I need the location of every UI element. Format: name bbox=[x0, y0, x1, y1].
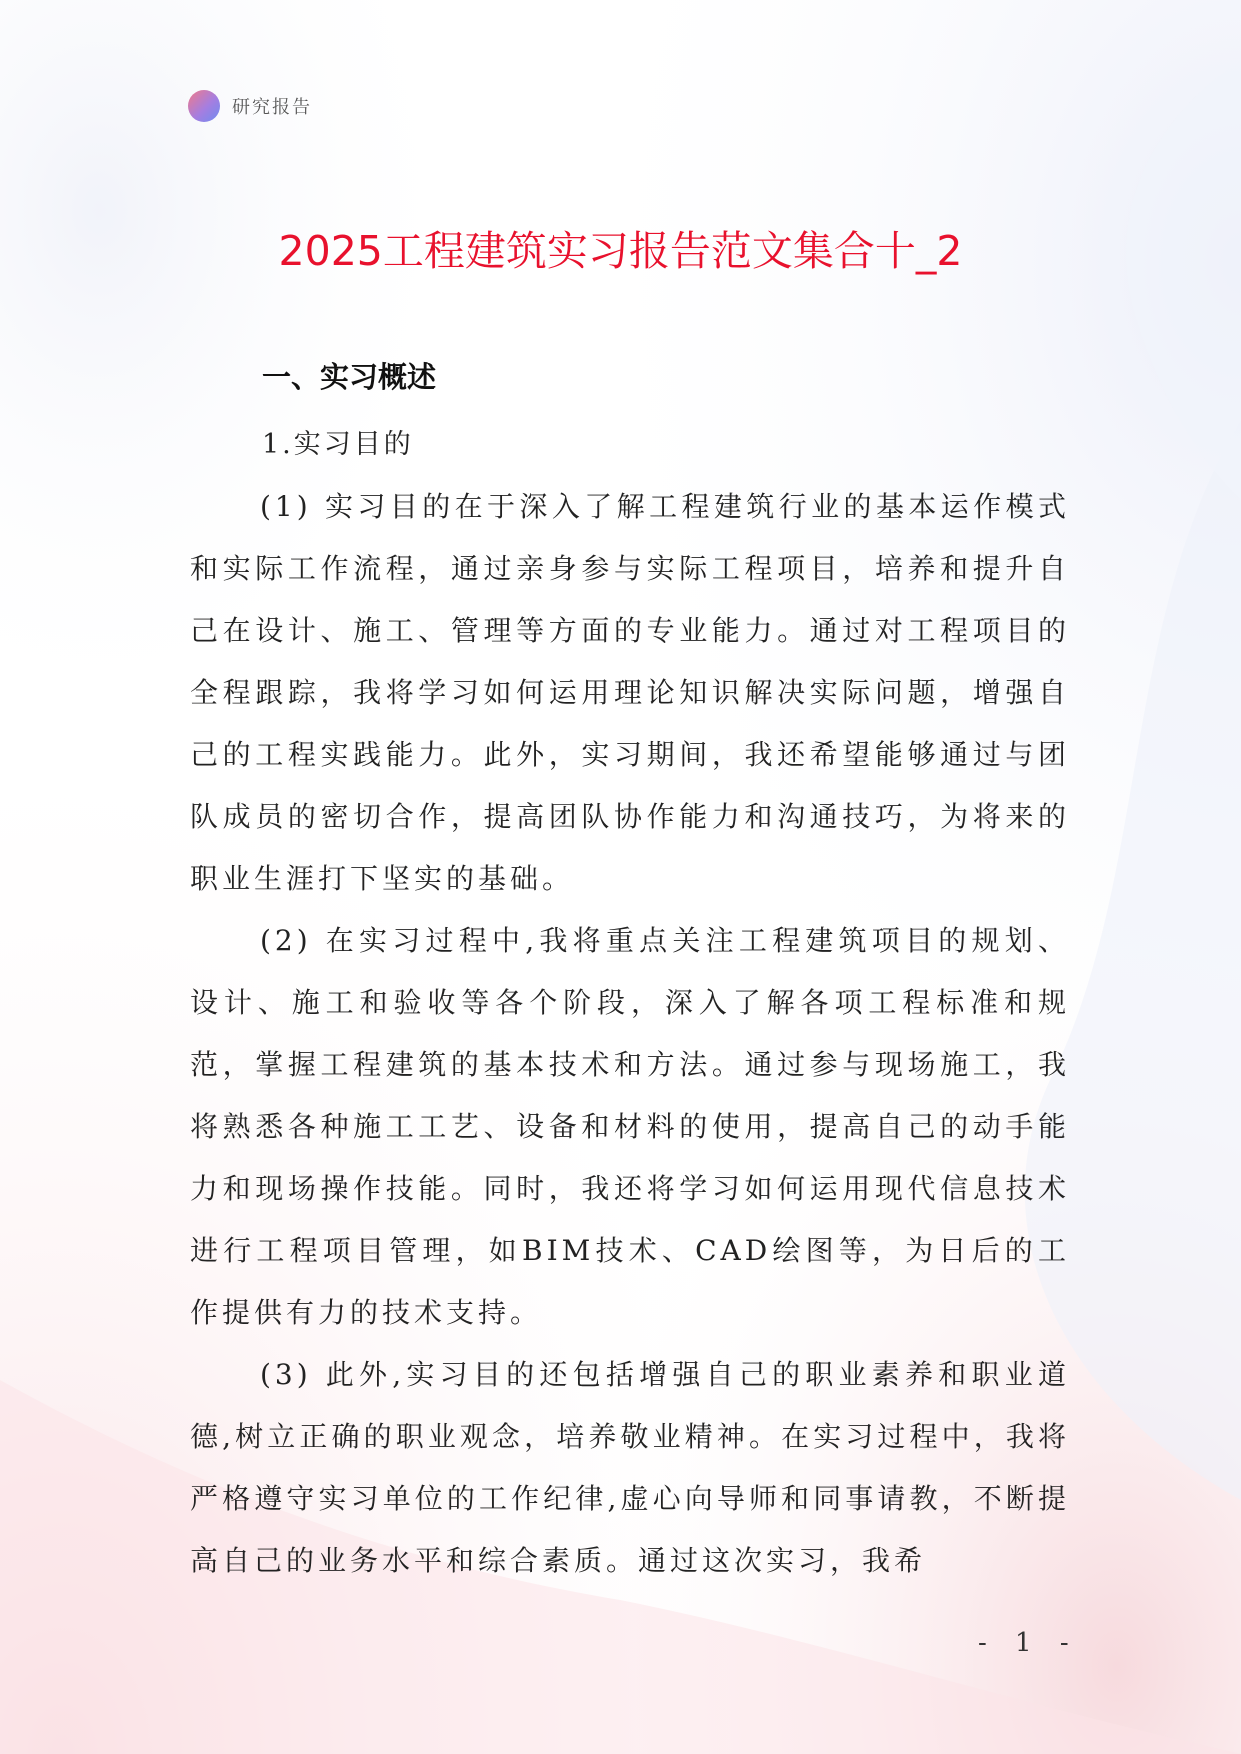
page-number: - 1 - bbox=[978, 1628, 1079, 1658]
header-label: 研究报告 bbox=[232, 97, 312, 118]
paragraph-2: (2) 在实习过程中,我将重点关注工程建筑项目的规划、设计、施工和验收等各个阶段，深入了解各项工程标准和规范，掌握工程建筑的基本技术和方法。通过参与现场施工，我将熟悉各种施工工艺、设备和材料的使用，提高自己的动手能力和现场操作技能。同时，我还将学习如何运用现代信息技术进行工程项目管理，如BIM技术、CAD绘图等，为日后的工作提供有力的技术支持。 bbox=[190, 924, 1070, 1329]
document-body bbox=[190, 352, 1070, 1592]
document-header bbox=[188, 88, 312, 124]
section-heading: 一、实习概述 bbox=[262, 360, 437, 394]
logo-circle-icon bbox=[188, 90, 220, 122]
paragraph-3: (3) 此外,实习目的还包括增强自己的职业素养和职业道德,树立正确的职业观念，培养敬业精神。在实习过程中，我将严格遵守实习单位的工作纪律,虚心向导师和同事请教，不断提高自己的业务水平和综合素质。通过这次实习，我希 bbox=[190, 1358, 1070, 1577]
document-title: 2025工程建筑实习报告范文集合十_2 bbox=[278, 227, 963, 275]
subsection-heading: 1.实习目的 bbox=[262, 429, 414, 460]
paragraph-1: (1) 实习目的在于深入了解工程建筑行业的基本运作模式和实际工作流程，通过亲身参与实际工程项目，培养和提升自己在设计、施工、管理等方面的专业能力。通过对工程项目的全程跟踪，我将学习如何运用理论知识解决实际问题，增强自己的工程实践能力。此外，实习期间，我还希望能够通过与团队成员的密切合作，提高团队协作能力和沟通技巧，为将来的职业生涯打下坚实的基础。 bbox=[190, 490, 1070, 895]
